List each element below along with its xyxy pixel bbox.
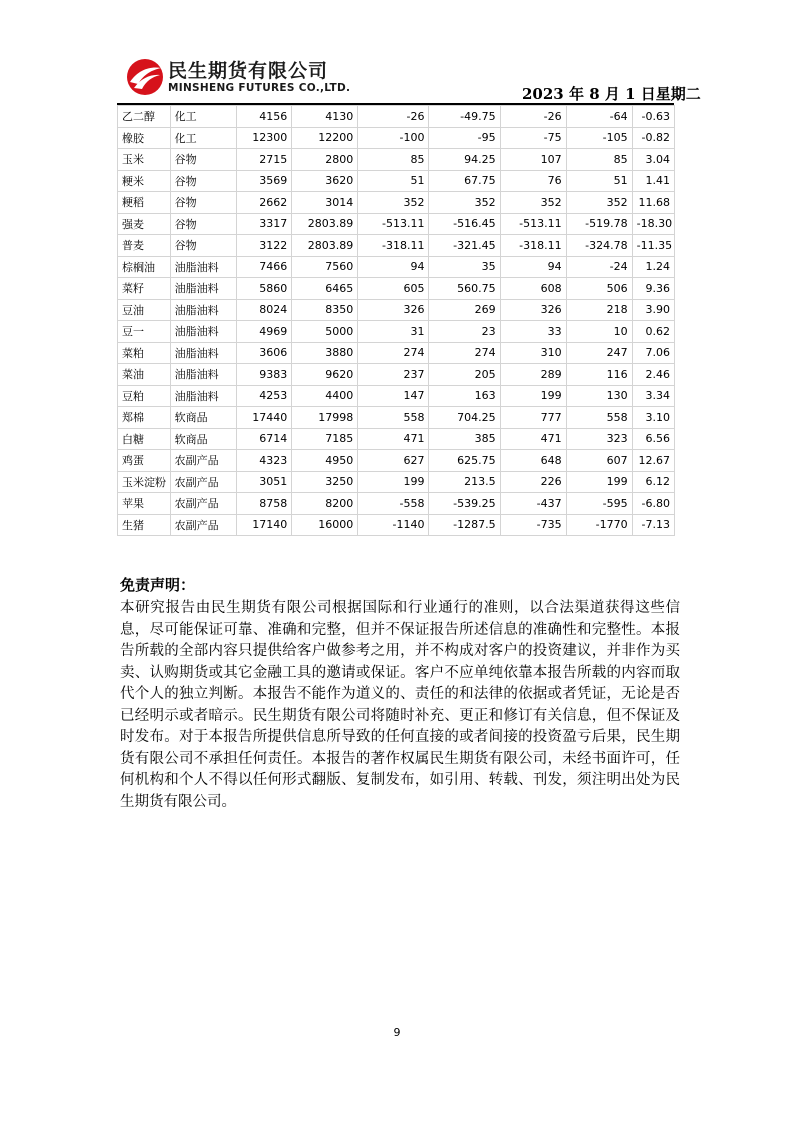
value-cell: 199 bbox=[566, 471, 632, 493]
sector-cell: 油脂油料 bbox=[170, 278, 236, 300]
sector-cell: 油脂油料 bbox=[170, 342, 236, 364]
value-cell: -539.25 bbox=[429, 493, 500, 515]
value-cell: 627 bbox=[358, 450, 429, 472]
table-row bbox=[118, 450, 675, 472]
table-row bbox=[118, 428, 675, 450]
sector-cell: 谷物 bbox=[170, 170, 236, 192]
value-cell: -95 bbox=[429, 127, 500, 149]
value-cell: 163 bbox=[429, 385, 500, 407]
value-cell: 3014 bbox=[292, 192, 358, 214]
value-cell: -49.75 bbox=[429, 106, 500, 128]
value-cell: 7466 bbox=[236, 256, 292, 278]
value-cell: 352 bbox=[500, 192, 566, 214]
value-cell: 274 bbox=[358, 342, 429, 364]
value-cell: 247 bbox=[566, 342, 632, 364]
table-row bbox=[118, 213, 675, 235]
value-cell: 5000 bbox=[292, 321, 358, 343]
value-cell: -595 bbox=[566, 493, 632, 515]
sector-cell: 软商品 bbox=[170, 407, 236, 429]
value-cell: 31 bbox=[358, 321, 429, 343]
company-name-en: MINSHENG FUTURES CO.,LTD. bbox=[168, 82, 351, 94]
company-logo bbox=[126, 56, 366, 98]
minsheng-logo-icon bbox=[126, 58, 164, 96]
table-row bbox=[118, 493, 675, 515]
table-row bbox=[118, 106, 675, 128]
value-cell: -513.11 bbox=[358, 213, 429, 235]
value-cell: 3122 bbox=[236, 235, 292, 257]
value-cell: 471 bbox=[358, 428, 429, 450]
sector-cell: 农副产品 bbox=[170, 471, 236, 493]
value-cell: 2662 bbox=[236, 192, 292, 214]
value-cell: -64 bbox=[566, 106, 632, 128]
value-cell: -519.78 bbox=[566, 213, 632, 235]
value-cell: 352 bbox=[566, 192, 632, 214]
commodity-name-cell: 玉米 bbox=[118, 149, 171, 171]
sector-cell: 油脂油料 bbox=[170, 364, 236, 386]
value-cell: 6.12 bbox=[632, 471, 674, 493]
value-cell: 1.41 bbox=[632, 170, 674, 192]
sector-cell: 谷物 bbox=[170, 235, 236, 257]
value-cell: 4400 bbox=[292, 385, 358, 407]
value-cell: 85 bbox=[566, 149, 632, 171]
sector-cell: 谷物 bbox=[170, 192, 236, 214]
value-cell: 67.75 bbox=[429, 170, 500, 192]
value-cell: 2803.89 bbox=[292, 235, 358, 257]
table-row bbox=[118, 471, 675, 493]
value-cell: 506 bbox=[566, 278, 632, 300]
value-cell: 605 bbox=[358, 278, 429, 300]
value-cell: 51 bbox=[566, 170, 632, 192]
commodity-name-cell: 苹果 bbox=[118, 493, 171, 515]
value-cell: 648 bbox=[500, 450, 566, 472]
value-cell: -318.11 bbox=[358, 235, 429, 257]
commodity-name-cell: 棕榈油 bbox=[118, 256, 171, 278]
value-cell: 7185 bbox=[292, 428, 358, 450]
value-cell: 269 bbox=[429, 299, 500, 321]
value-cell: 76 bbox=[500, 170, 566, 192]
value-cell: 289 bbox=[500, 364, 566, 386]
value-cell: 558 bbox=[566, 407, 632, 429]
commodity-name-cell: 菜油 bbox=[118, 364, 171, 386]
value-cell: 3317 bbox=[236, 213, 292, 235]
table-row bbox=[118, 407, 675, 429]
value-cell: -324.78 bbox=[566, 235, 632, 257]
value-cell: 6714 bbox=[236, 428, 292, 450]
value-cell: 8758 bbox=[236, 493, 292, 515]
value-cell: -26 bbox=[358, 106, 429, 128]
table-row bbox=[118, 321, 675, 343]
value-cell: -100 bbox=[358, 127, 429, 149]
value-cell: 116 bbox=[566, 364, 632, 386]
table-row bbox=[118, 299, 675, 321]
value-cell: -0.63 bbox=[632, 106, 674, 128]
value-cell: 4156 bbox=[236, 106, 292, 128]
value-cell: 8200 bbox=[292, 493, 358, 515]
table-row bbox=[118, 127, 675, 149]
value-cell: 213.5 bbox=[429, 471, 500, 493]
value-cell: 777 bbox=[500, 407, 566, 429]
commodity-name-cell: 郑棉 bbox=[118, 407, 171, 429]
value-cell: -513.11 bbox=[500, 213, 566, 235]
sector-cell: 油脂油料 bbox=[170, 256, 236, 278]
commodity-name-cell: 玉米淀粉 bbox=[118, 471, 171, 493]
value-cell: -437 bbox=[500, 493, 566, 515]
value-cell: 6465 bbox=[292, 278, 358, 300]
value-cell: 237 bbox=[358, 364, 429, 386]
table-row bbox=[118, 149, 675, 171]
value-cell: 226 bbox=[500, 471, 566, 493]
value-cell: 17440 bbox=[236, 407, 292, 429]
value-cell: 130 bbox=[566, 385, 632, 407]
sector-cell: 农副产品 bbox=[170, 450, 236, 472]
value-cell: 625.75 bbox=[429, 450, 500, 472]
value-cell: -735 bbox=[500, 514, 566, 536]
value-cell: 10 bbox=[566, 321, 632, 343]
value-cell: 4130 bbox=[292, 106, 358, 128]
value-cell: 352 bbox=[358, 192, 429, 214]
commodity-name-cell: 橡胶 bbox=[118, 127, 171, 149]
sector-cell: 农副产品 bbox=[170, 514, 236, 536]
value-cell: 323 bbox=[566, 428, 632, 450]
sector-cell: 油脂油料 bbox=[170, 385, 236, 407]
value-cell: 4253 bbox=[236, 385, 292, 407]
value-cell: 94 bbox=[358, 256, 429, 278]
value-cell: 218 bbox=[566, 299, 632, 321]
value-cell: 352 bbox=[429, 192, 500, 214]
value-cell: -516.45 bbox=[429, 213, 500, 235]
value-cell: 3.04 bbox=[632, 149, 674, 171]
value-cell: -105 bbox=[566, 127, 632, 149]
commodity-name-cell: 菜粕 bbox=[118, 342, 171, 364]
table-row bbox=[118, 170, 675, 192]
value-cell: 51 bbox=[358, 170, 429, 192]
commodity-name-cell: 强麦 bbox=[118, 213, 171, 235]
value-cell: -18.30 bbox=[632, 213, 674, 235]
value-cell: -26 bbox=[500, 106, 566, 128]
value-cell: 560.75 bbox=[429, 278, 500, 300]
price-table-body bbox=[118, 106, 675, 536]
value-cell: 0.62 bbox=[632, 321, 674, 343]
value-cell: 471 bbox=[500, 428, 566, 450]
table-row bbox=[118, 385, 675, 407]
commodity-name-cell: 粳稻 bbox=[118, 192, 171, 214]
commodity-name-cell: 生猪 bbox=[118, 514, 171, 536]
value-cell: -7.13 bbox=[632, 514, 674, 536]
value-cell: 94.25 bbox=[429, 149, 500, 171]
value-cell: 199 bbox=[358, 471, 429, 493]
price-table bbox=[117, 105, 675, 536]
value-cell: 7560 bbox=[292, 256, 358, 278]
value-cell: 35 bbox=[429, 256, 500, 278]
value-cell: 23 bbox=[429, 321, 500, 343]
value-cell: 107 bbox=[500, 149, 566, 171]
value-cell: 310 bbox=[500, 342, 566, 364]
value-cell: -321.45 bbox=[429, 235, 500, 257]
commodity-name-cell: 粳米 bbox=[118, 170, 171, 192]
disclaimer-body: 本研究报告由民生期货有限公司根据国际和行业通行的准则，以合法渠道获得这些信息，尽可能保证可靠、准确和完整，但并不保证报告所述信息的准确性和完整性。本报告所载的全部内容只提供给客户做参考之用，并不构成对客户的投资建议，并非作为买卖、认购期货或其它金融工具的邀请或保证。客户不应单纯依靠本报告所载的内容而取代个人的独立判断。本报告不能作为道义的、责任的和法律的依据或者凭证，无论是否已经明示或者暗示。民生期货有限公司将随时补充、更正和修订有关信息，但不保证及时发布。对于本报告所提供信息所导致的任何直接的或者间接的投资盈亏后果，民生期货有限公司不承担任何责任。本报告的著作权属民生期货有限公司，未经书面许可，任何机构和个人不得以任何形式翻版、复制发布，如引用、转载、刊发，须注明出处为民生期货有限公司。 bbox=[120, 600, 680, 810]
value-cell: 3250 bbox=[292, 471, 358, 493]
value-cell: 9383 bbox=[236, 364, 292, 386]
value-cell: 607 bbox=[566, 450, 632, 472]
value-cell: -0.82 bbox=[632, 127, 674, 149]
value-cell: 8024 bbox=[236, 299, 292, 321]
commodity-name-cell: 普麦 bbox=[118, 235, 171, 257]
sector-cell: 油脂油料 bbox=[170, 299, 236, 321]
table-row bbox=[118, 192, 675, 214]
value-cell: 1.24 bbox=[632, 256, 674, 278]
value-cell: 3.34 bbox=[632, 385, 674, 407]
value-cell: 326 bbox=[358, 299, 429, 321]
value-cell: 3.10 bbox=[632, 407, 674, 429]
value-cell: 85 bbox=[358, 149, 429, 171]
value-cell: 17140 bbox=[236, 514, 292, 536]
sector-cell: 农副产品 bbox=[170, 493, 236, 515]
value-cell: 4950 bbox=[292, 450, 358, 472]
value-cell: 2715 bbox=[236, 149, 292, 171]
disclaimer-section bbox=[120, 575, 680, 813]
value-cell: 205 bbox=[429, 364, 500, 386]
table-row bbox=[118, 514, 675, 536]
value-cell: 33 bbox=[500, 321, 566, 343]
value-cell: 274 bbox=[429, 342, 500, 364]
value-cell: -11.35 bbox=[632, 235, 674, 257]
value-cell: 6.56 bbox=[632, 428, 674, 450]
sector-cell: 化工 bbox=[170, 106, 236, 128]
value-cell: 2803.89 bbox=[292, 213, 358, 235]
value-cell: 16000 bbox=[292, 514, 358, 536]
value-cell: 7.06 bbox=[632, 342, 674, 364]
value-cell: 8350 bbox=[292, 299, 358, 321]
commodity-name-cell: 白糖 bbox=[118, 428, 171, 450]
value-cell: 199 bbox=[500, 385, 566, 407]
value-cell: 385 bbox=[429, 428, 500, 450]
value-cell: 3.90 bbox=[632, 299, 674, 321]
table-row bbox=[118, 278, 675, 300]
value-cell: 326 bbox=[500, 299, 566, 321]
value-cell: 3569 bbox=[236, 170, 292, 192]
value-cell: 3606 bbox=[236, 342, 292, 364]
value-cell: -6.80 bbox=[632, 493, 674, 515]
value-cell: -1287.5 bbox=[429, 514, 500, 536]
value-cell: -75 bbox=[500, 127, 566, 149]
value-cell: 5860 bbox=[236, 278, 292, 300]
value-cell: -1140 bbox=[358, 514, 429, 536]
sector-cell: 油脂油料 bbox=[170, 321, 236, 343]
table-row bbox=[118, 364, 675, 386]
value-cell: -1770 bbox=[566, 514, 632, 536]
value-cell: 94 bbox=[500, 256, 566, 278]
commodity-name-cell: 豆一 bbox=[118, 321, 171, 343]
value-cell: -558 bbox=[358, 493, 429, 515]
sector-cell: 软商品 bbox=[170, 428, 236, 450]
sector-cell: 谷物 bbox=[170, 213, 236, 235]
value-cell: 11.68 bbox=[632, 192, 674, 214]
value-cell: 9.36 bbox=[632, 278, 674, 300]
page-number: 9 bbox=[393, 1026, 401, 1039]
sector-cell: 化工 bbox=[170, 127, 236, 149]
value-cell: 704.25 bbox=[429, 407, 500, 429]
value-cell: 558 bbox=[358, 407, 429, 429]
value-cell: 17998 bbox=[292, 407, 358, 429]
value-cell: 3051 bbox=[236, 471, 292, 493]
report-date: 2023 年 8 月 1 日星期二 bbox=[522, 85, 701, 103]
commodity-name-cell: 菜籽 bbox=[118, 278, 171, 300]
commodity-name-cell: 鸡蛋 bbox=[118, 450, 171, 472]
value-cell: -318.11 bbox=[500, 235, 566, 257]
table-row bbox=[118, 342, 675, 364]
value-cell: 12.67 bbox=[632, 450, 674, 472]
commodity-name-cell: 豆粕 bbox=[118, 385, 171, 407]
table-row bbox=[118, 256, 675, 278]
commodity-name-cell: 乙二醇 bbox=[118, 106, 171, 128]
value-cell: 9620 bbox=[292, 364, 358, 386]
value-cell: 12300 bbox=[236, 127, 292, 149]
value-cell: 3880 bbox=[292, 342, 358, 364]
value-cell: 608 bbox=[500, 278, 566, 300]
value-cell: 2.46 bbox=[632, 364, 674, 386]
disclaimer-title: 免责声明： bbox=[120, 576, 196, 594]
value-cell: 3620 bbox=[292, 170, 358, 192]
value-cell: 147 bbox=[358, 385, 429, 407]
company-name-cn: 民生期货有限公司 bbox=[168, 60, 329, 82]
value-cell: 4969 bbox=[236, 321, 292, 343]
commodity-name-cell: 豆油 bbox=[118, 299, 171, 321]
value-cell: 4323 bbox=[236, 450, 292, 472]
value-cell: 12200 bbox=[292, 127, 358, 149]
value-cell: 2800 bbox=[292, 149, 358, 171]
table-row bbox=[118, 235, 675, 257]
value-cell: -24 bbox=[566, 256, 632, 278]
sector-cell: 谷物 bbox=[170, 149, 236, 171]
